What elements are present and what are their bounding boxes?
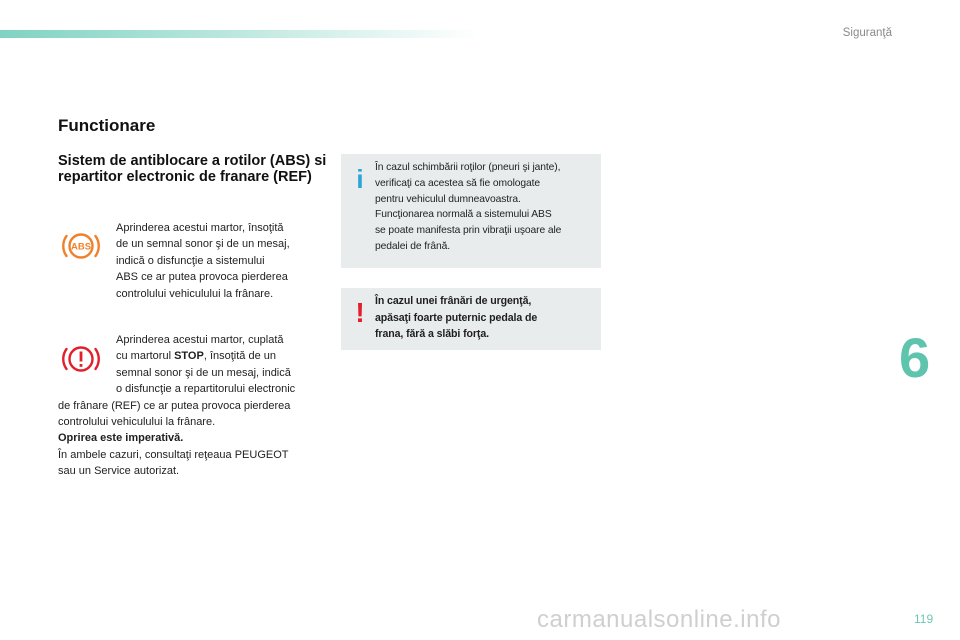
abs-line: de un semnal sonor şi de un mesaj, bbox=[116, 238, 290, 251]
chapter-number: 6 bbox=[899, 326, 931, 389]
page-number: 119 bbox=[914, 612, 934, 626]
stop-label: STOP bbox=[174, 350, 204, 363]
info-box bbox=[341, 154, 601, 268]
header-accent-bar bbox=[0, 30, 480, 38]
section-title: Siguranţă bbox=[842, 27, 892, 39]
abs-line: indică o disfuncţie a sistemului bbox=[116, 254, 265, 267]
warning-box bbox=[341, 288, 601, 350]
imperative-note: Oprirea este imperativă. bbox=[58, 432, 184, 445]
abs-warning-icon bbox=[60, 228, 102, 264]
abs-line: ABS ce ar putea provoca pierderea bbox=[116, 271, 288, 284]
ref-line: o disfuncţie a repartitorului electronic bbox=[116, 383, 296, 396]
ref-line: controlului vehiculului la frânare. bbox=[58, 416, 216, 428]
abs-icon-label: ABS bbox=[70, 241, 92, 253]
abs-description bbox=[116, 220, 326, 302]
ref-footer-line: sau un Service autorizat. bbox=[58, 465, 180, 478]
ref-line: semnal sonor şi de un mesaj, indică bbox=[116, 366, 291, 379]
brake-warning-icon bbox=[60, 341, 102, 377]
info-icon: i bbox=[356, 163, 364, 194]
page-heading: Functionare bbox=[58, 116, 156, 135]
ref-line: Aprinderea acestui martor, cuplată bbox=[116, 334, 284, 346]
ref-line-stop: cu martorul STOP, însoţită de un bbox=[116, 350, 277, 363]
ref-description-bottom bbox=[58, 398, 333, 480]
info-text: În cazul schimbării roţilor (pneuri şi jante), verificaţi ca acestea să fie omologate pentru vehiculul dumneavoastra. Funcţionarea normală a sistemului ABS se poate manifesta prin vibraţii uşoare ale pedalei de frână. bbox=[375, 162, 562, 252]
section-subheading: Sistem de antiblocare a rotilor (ABS) si repartitor electronic de franare (REF) bbox=[58, 153, 327, 185]
ref-line: de frânare (REF) ce ar putea provoca pierderea bbox=[58, 399, 291, 412]
ref-footer-line: În ambele cazuri, consultaţi reţeaua PEUGEOT bbox=[58, 448, 289, 461]
ref-description-top bbox=[116, 332, 331, 398]
watermark: carmanualsonline.info bbox=[537, 606, 781, 633]
warning-icon: ! bbox=[355, 297, 365, 328]
warning-text: În cazul unei frânări de urgenţă, apăsaţi foarte puternic pedala de frana, fără a slăbi forţa. bbox=[375, 295, 538, 341]
abs-line: Aprinderea acestui martor, însoţită bbox=[116, 222, 284, 234]
abs-line: controlului vehiculului la frânare. bbox=[116, 287, 274, 300]
